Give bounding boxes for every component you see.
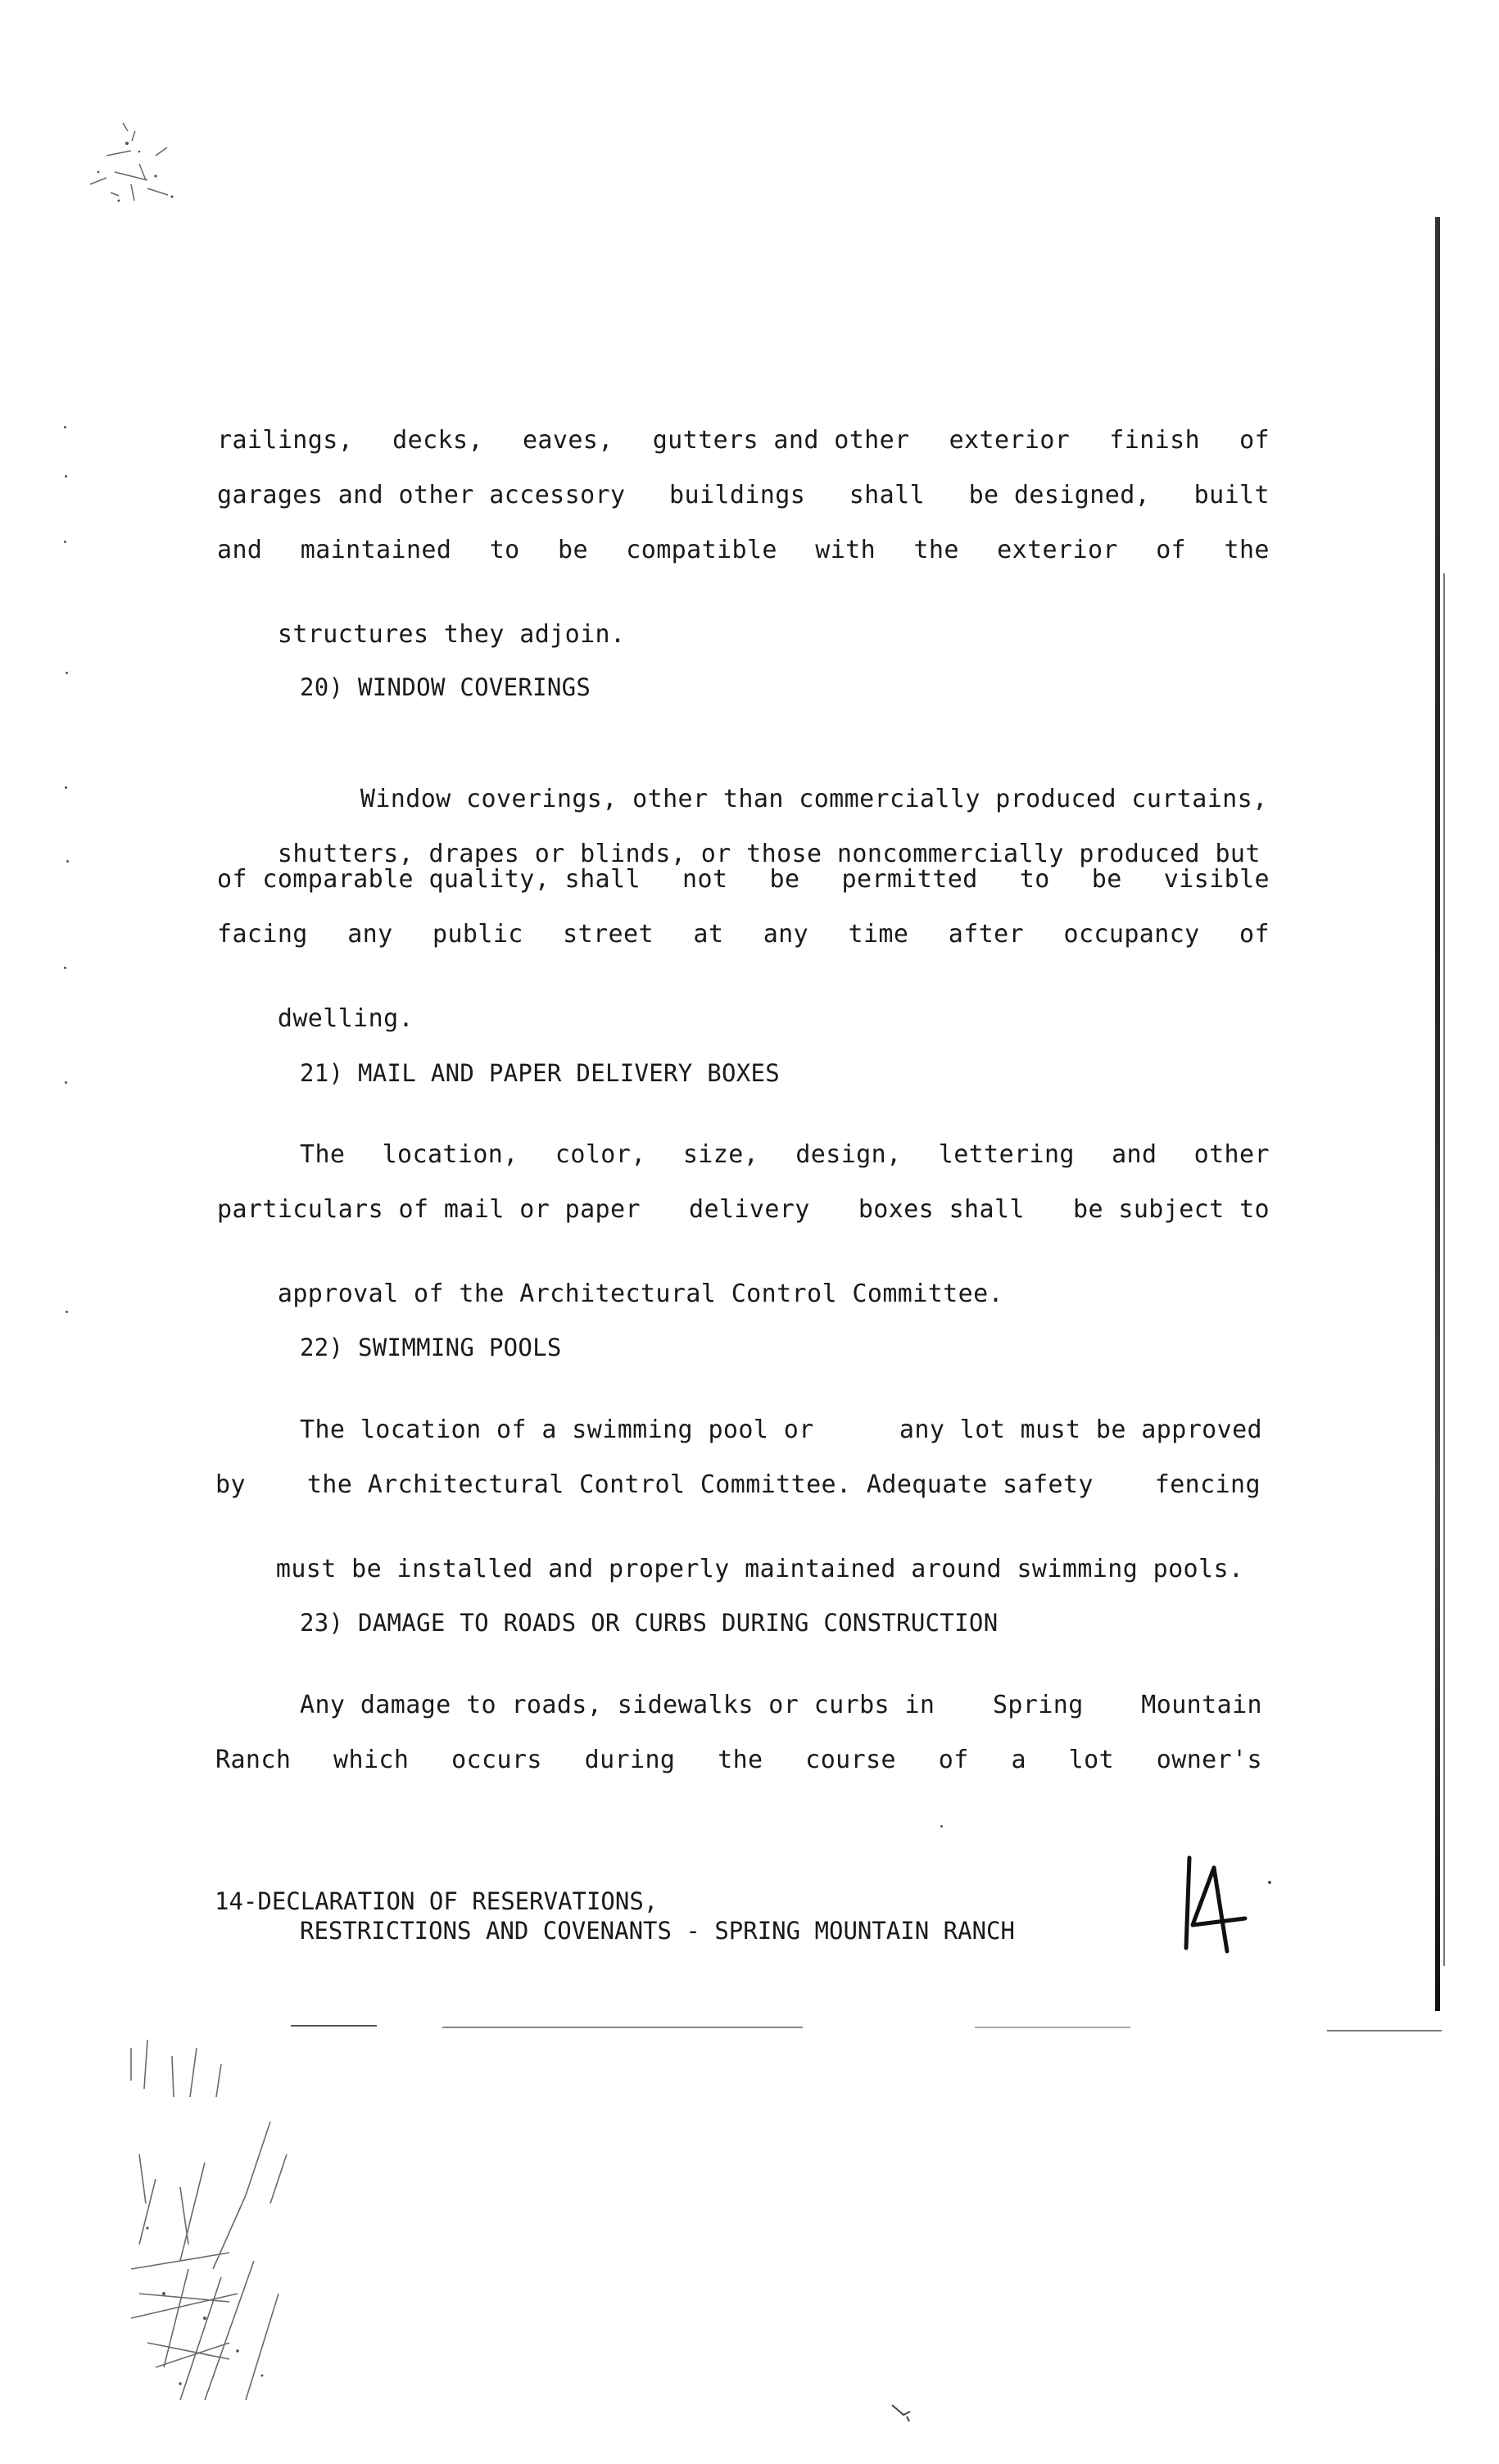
margin-speck — [940, 1825, 943, 1828]
text-line: and maintained to be compatible with the exterior of the — [217, 536, 1270, 564]
section-heading: 23) DAMAGE TO ROADS OR CURBS DURING CONSTRUCTION — [300, 1609, 999, 1637]
scan-edge-line — [1443, 573, 1445, 1966]
margin-speck — [66, 860, 69, 863]
text-line: The location, color, size, design, lettering and other — [300, 1140, 1270, 1169]
margin-speck — [64, 426, 66, 428]
text-line: Ranch which occurs during the course of a lot owner's — [215, 1746, 1262, 1774]
margin-speck — [66, 672, 68, 674]
scan-smudge-top-left — [57, 106, 205, 213]
scan-rule — [291, 2025, 377, 2027]
section-heading: 21) MAIL AND PAPER DELIVERY BOXES — [300, 1059, 781, 1087]
scan-rule — [1327, 2030, 1442, 2031]
text-line: railings, decks, eaves, gutters and other exterior finish of — [217, 426, 1270, 455]
margin-speck — [65, 475, 67, 478]
scan-rule — [975, 2027, 1130, 2028]
text-line: by the Architectural Control Committee. Adequate safety fencing — [215, 1470, 1261, 1499]
margin-speck — [66, 1311, 68, 1313]
margin-speck — [1268, 1881, 1271, 1884]
text-line: Any damage to roads, sidewalks or curbs in Spring Mountain — [300, 1691, 1262, 1719]
margin-speck — [64, 967, 66, 969]
text-line: dwelling. — [277, 1004, 414, 1033]
margin-speck — [64, 541, 66, 543]
handwritten-page-number — [1163, 1843, 1261, 1958]
text-line: garages and other accessory buildings shall be designed, built — [217, 481, 1270, 510]
text-line: shutters, drapes or blinds, or those noncommercially produced but — [277, 840, 1261, 868]
text-line: structures they adjoin. — [277, 620, 626, 649]
text-line: facing any public street at any time after occupancy of — [217, 920, 1270, 949]
margin-speck — [65, 1081, 67, 1084]
scan-rule — [442, 2027, 803, 2028]
text-line: The location of a swimming pool or any lot must be approved — [300, 1415, 1262, 1444]
scan-edge-bar — [1435, 217, 1440, 2011]
footer-title-line2: RESTRICTIONS AND COVENANTS - SPRING MOUNTAIN RANCH — [300, 1917, 1015, 1945]
text-line: approval of the Architectural Control Committee. — [277, 1280, 1004, 1308]
section-heading: 20) WINDOW COVERINGS — [300, 673, 591, 701]
margin-speck — [65, 786, 67, 789]
footer-title-line1: 14-DECLARATION OF RESERVATIONS, — [215, 1887, 659, 1915]
text-line: must be installed and properly maintained around swimming pools. — [275, 1555, 1244, 1583]
text-line: particulars of mail or paper delivery boxes shall be subject to — [217, 1195, 1270, 1224]
scan-mark-bottom — [889, 2400, 922, 2425]
text-line: of comparable quality, shall not be permitted to be visible — [217, 865, 1270, 894]
text-line: Window coverings, other than commercially produced curtains, — [360, 785, 1268, 813]
scan-smudge-bottom-left — [82, 2023, 377, 2449]
section-heading: 22) SWIMMING POOLS — [300, 1334, 562, 1361]
